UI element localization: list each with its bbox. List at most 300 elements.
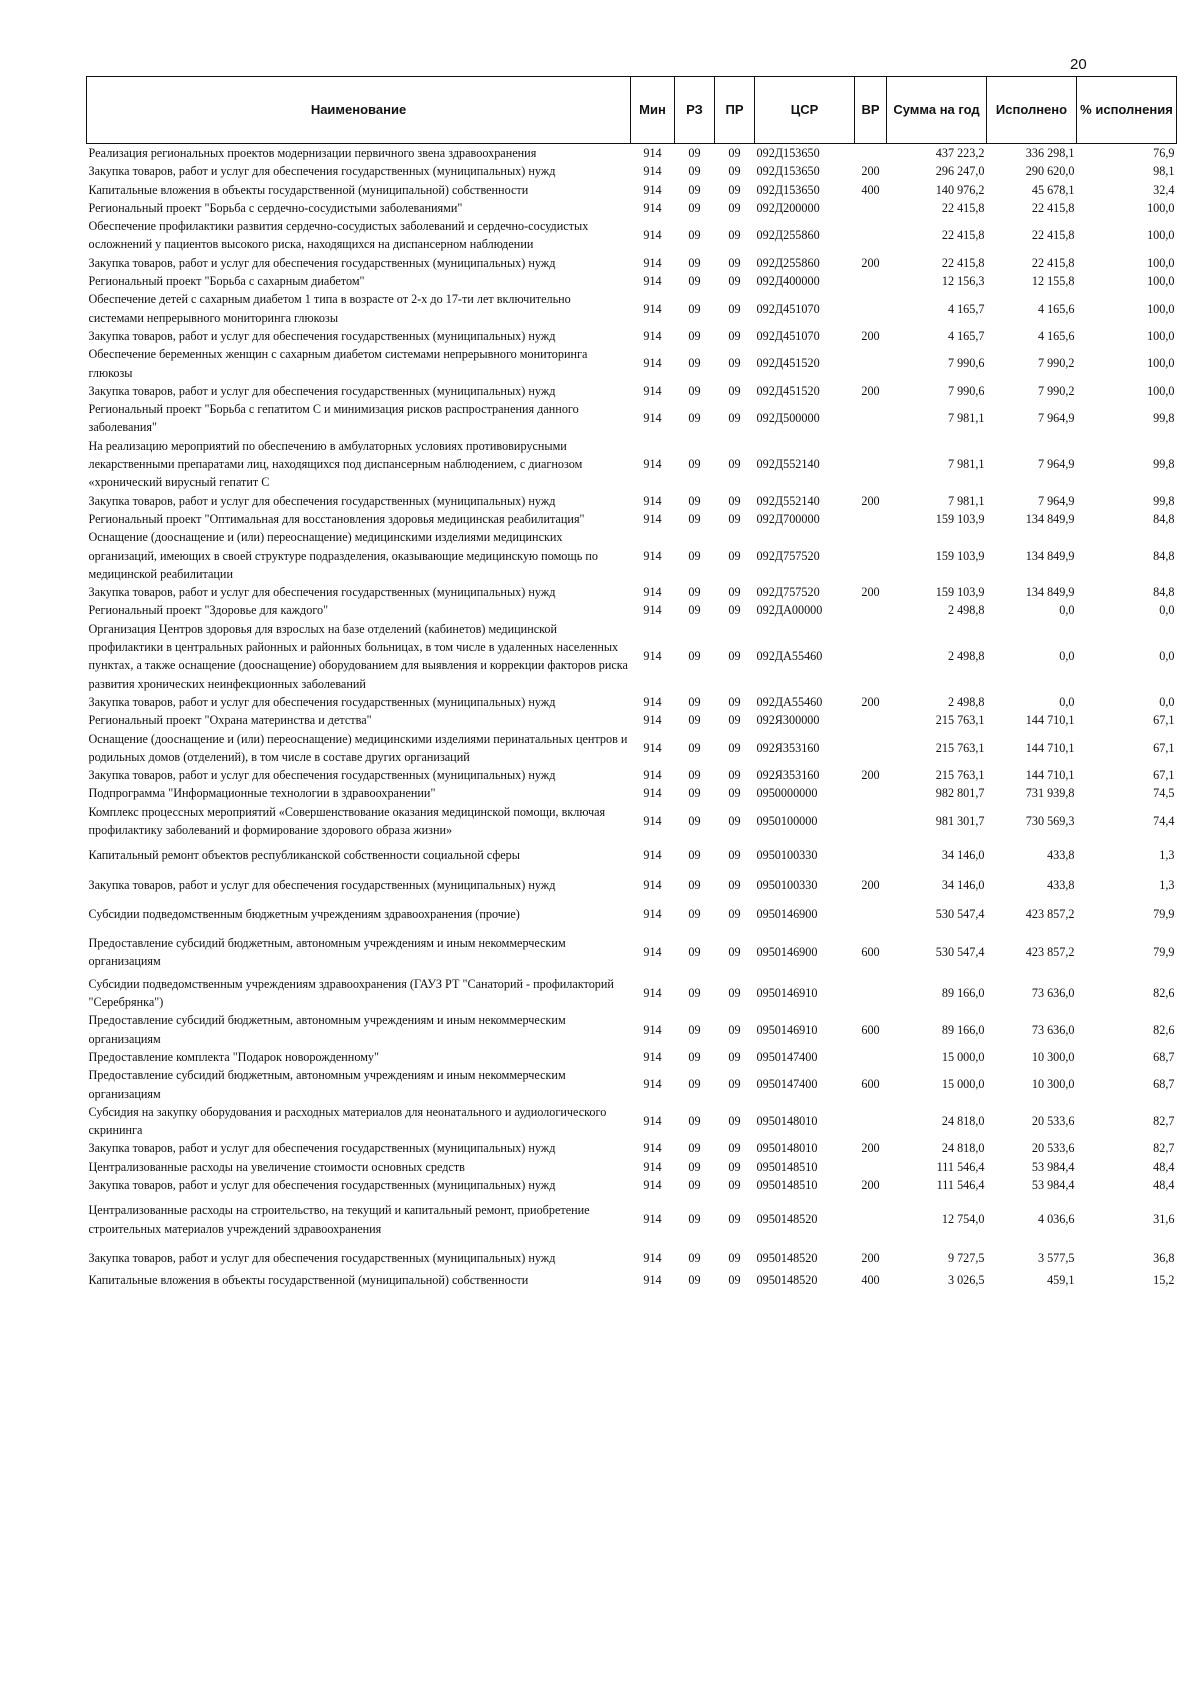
table-row: [87, 930, 1177, 975]
row-done: 7 990,2: [1037, 356, 1075, 371]
row-rz: 09: [688, 813, 701, 828]
row-csr: 0950147400: [756, 1049, 818, 1064]
row-name: Комплекс процессных мероприятий «Совершенствование оказания медицинской помощи, включая профилактику заболеваний и формирование здорового образа жизни»: [88, 804, 606, 837]
row-pr: 09: [728, 1113, 741, 1128]
row-pct: 74,5: [1153, 786, 1175, 801]
row-rz: 09: [688, 1178, 701, 1193]
row-name: Региональный проект "Оптимальная для восстановления здоровья медицинская реабилитация": [88, 511, 585, 526]
row-pct: 0,0: [1159, 603, 1175, 618]
row-vr: 400: [861, 182, 880, 197]
table-row: [87, 872, 1177, 898]
row-csr: 092Д153650: [756, 182, 820, 197]
table-row: [87, 290, 1177, 327]
table-row: [87, 1011, 1177, 1048]
row-pr: 09: [728, 945, 741, 960]
row-csr: 092Д400000: [756, 274, 820, 289]
row-pr: 09: [728, 493, 741, 508]
table-row: [87, 766, 1177, 784]
row-pct: 84,8: [1153, 585, 1175, 600]
row-vr: [855, 601, 887, 619]
row-csr: 092ДА55460: [756, 649, 823, 664]
table-row: [87, 583, 1177, 601]
row-name: Капитальные вложения в объекты государственной (муниципальной) собственности: [88, 182, 529, 197]
row-done: 134 849,9: [1025, 511, 1075, 526]
row-vr: [855, 400, 887, 437]
row-sum: 140 976,2: [935, 182, 985, 197]
row-rz: 09: [688, 768, 701, 783]
table-row: [87, 345, 1177, 382]
row-csr: 092Я353160: [756, 768, 820, 783]
row-csr: 0950148010: [756, 1113, 818, 1128]
row-vr: [855, 803, 887, 840]
row-done: 134 849,9: [1025, 585, 1075, 600]
row-pct: 1,3: [1159, 848, 1175, 863]
row-vr: [855, 528, 887, 583]
row-done: 459,1: [1047, 1273, 1075, 1288]
row-pr: 09: [728, 1273, 741, 1288]
row-vr: 400: [861, 1273, 880, 1288]
row-rz: 09: [688, 848, 701, 863]
header-done: Исполнено: [987, 77, 1077, 144]
table-row: [87, 693, 1177, 711]
row-done: 7 964,9: [1037, 457, 1075, 472]
row-pct: 99,8: [1153, 457, 1175, 472]
row-vr: [855, 144, 887, 163]
row-done: 144 710,1: [1025, 713, 1075, 728]
row-name: Региональный проект "Здоровье для каждого": [88, 603, 329, 618]
row-pr: 09: [728, 164, 741, 179]
row-done: 134 849,9: [1025, 548, 1075, 563]
row-done: 4 165,6: [1037, 328, 1075, 343]
row-sum: 2 498,8: [947, 603, 985, 618]
row-pr: 09: [728, 813, 741, 828]
row-done: 53 984,4: [1031, 1178, 1075, 1193]
row-rz: 09: [688, 649, 701, 664]
row-csr: 0950100000: [756, 813, 818, 828]
row-sum: 111 546,4: [936, 1178, 985, 1193]
row-csr: 0950148010: [756, 1141, 818, 1156]
table-row: [87, 272, 1177, 290]
row-pct: 32,4: [1153, 182, 1175, 197]
table-row: [87, 898, 1177, 930]
row-sum: 159 103,9: [935, 511, 985, 526]
row-pr: 09: [728, 411, 741, 426]
row-vr: 600: [861, 1022, 880, 1037]
row-pct: 100,0: [1147, 301, 1175, 316]
row-rz: 09: [688, 945, 701, 960]
row-vr: [855, 839, 887, 871]
table-row: [87, 510, 1177, 528]
row-name: Предоставление комплекта "Подарок новорожденному": [88, 1049, 379, 1064]
row-name: Капитальный ремонт объектов республиканской собственности социальной сферы: [88, 848, 520, 863]
row-csr: 0950100330: [756, 848, 818, 863]
row-pct: 99,8: [1153, 411, 1175, 426]
row-sum: 22 415,8: [941, 255, 985, 270]
row-vr: 200: [861, 768, 880, 783]
row-pr: 09: [728, 1250, 741, 1265]
row-pr: 09: [728, 1049, 741, 1064]
row-pr: 09: [728, 274, 741, 289]
row-pct: 99,8: [1153, 493, 1175, 508]
row-vr: [855, 290, 887, 327]
row-rz: 09: [688, 511, 701, 526]
row-done: 12 155,8: [1031, 274, 1075, 289]
row-min: 914: [643, 985, 662, 1000]
row-min: 914: [643, 146, 662, 160]
row-name: Субсидии подведомственным учреждениям здравоохранения (ГАУЗ РТ "Санаторий - профилакторий "Серебрянка"): [88, 976, 614, 1010]
row-pct: 100,0: [1147, 255, 1175, 270]
row-min: 914: [643, 1250, 662, 1265]
row-min: 914: [643, 255, 662, 270]
row-done: 0,0: [1059, 694, 1075, 709]
row-csr: 092Д255860: [756, 255, 820, 270]
row-min: 914: [643, 457, 662, 472]
table-header-row: [87, 77, 1177, 144]
row-pr: 09: [728, 255, 741, 270]
row-done: 10 300,0: [1031, 1049, 1075, 1064]
row-name: Оснащение (дооснащение и (или) переоснащение) медицинскими изделиями медицинских организаций, имеющих в своей структуре подразделения, оказывающие медицинскую помощь по медицинской реабилитации: [88, 530, 598, 581]
row-pct: 100,0: [1147, 383, 1175, 398]
row-rz: 09: [688, 585, 701, 600]
row-min: 914: [643, 1077, 662, 1092]
row-min: 914: [643, 200, 662, 215]
row-rz: 09: [688, 1022, 701, 1037]
row-name: Региональный проект "Борьба с сердечно-сосудистыми заболеваниями": [88, 200, 463, 215]
table-row: [87, 620, 1177, 693]
row-min: 914: [643, 603, 662, 618]
row-csr: 092Д700000: [756, 511, 820, 526]
row-pct: 48,4: [1153, 1178, 1175, 1193]
row-min: 914: [643, 1049, 662, 1064]
row-name: Закупка товаров, работ и услуг для обеспечения государственных (муниципальных) нужд: [88, 1141, 556, 1156]
header-pct: % исполнения: [1077, 77, 1177, 144]
row-vr: [855, 437, 887, 492]
row-min: 914: [643, 383, 662, 398]
row-done: 336 298,1: [1025, 146, 1075, 160]
row-pr: 09: [728, 1212, 741, 1227]
row-rz: 09: [688, 146, 701, 160]
row-rz: 09: [688, 1273, 701, 1288]
row-done: 45 678,1: [1031, 182, 1075, 197]
table-row: [87, 711, 1177, 729]
row-min: 914: [643, 328, 662, 343]
row-name: Организация Центров здоровья для взрослых на базе отделений (кабинетов) медицинской профилактики в центральных районных и районных больницах, в том числе в удаленных населенных пунктах, а также оснащение (дооснащение) оборудованием для выявления и коррекции факторов риска развития хронических неинфекционных заболеваний: [88, 621, 628, 691]
row-pct: 100,0: [1147, 356, 1175, 371]
row-name: Капитальные вложения в объекты государственной (муниципальной) собственности: [88, 1273, 529, 1288]
row-min: 914: [643, 813, 662, 828]
row-min: 914: [643, 164, 662, 179]
header-pr: ПР: [715, 77, 755, 144]
row-rz: 09: [688, 694, 701, 709]
header-sum: Сумма на год: [887, 77, 987, 144]
row-done: 290 620,0: [1025, 164, 1075, 179]
row-min: 914: [643, 1141, 662, 1156]
row-csr: 0950146900: [756, 945, 818, 960]
table-row: [87, 1066, 1177, 1103]
row-vr: [855, 1194, 887, 1245]
row-pct: 84,8: [1153, 548, 1175, 563]
table-row: [87, 1103, 1177, 1140]
row-name: Обеспечение детей с сахарным диабетом 1 типа в возрасте от 2-х до 17-ти лет включительно системами непрерывного мониторинга глюкозы: [88, 292, 571, 325]
row-sum: 9 727,5: [947, 1250, 985, 1265]
row-vr: [855, 784, 887, 802]
table-row: [87, 730, 1177, 767]
row-pr: 09: [728, 1178, 741, 1193]
row-min: 914: [643, 493, 662, 508]
row-name: Закупка товаров, работ и услуг для обеспечения государственных (муниципальных) нужд: [88, 255, 556, 270]
row-rz: 09: [688, 548, 701, 563]
row-min: 914: [643, 786, 662, 801]
row-csr: 0950148520: [756, 1273, 818, 1288]
header-csr: ЦСР: [755, 77, 855, 144]
row-rz: 09: [688, 1141, 701, 1156]
row-sum: 7 981,1: [947, 411, 985, 426]
row-sum: 159 103,9: [935, 585, 985, 600]
row-rz: 09: [688, 383, 701, 398]
row-sum: 34 146,0: [941, 877, 985, 892]
row-pct: 82,6: [1153, 985, 1175, 1000]
row-csr: 092Д500000: [756, 411, 820, 426]
row-pct: 82,7: [1153, 1113, 1175, 1128]
row-rz: 09: [688, 713, 701, 728]
row-csr: 092Д200000: [756, 200, 820, 215]
header-rz: РЗ: [675, 77, 715, 144]
row-rz: 09: [688, 786, 701, 801]
row-pr: 09: [728, 146, 741, 160]
row-csr: 092Я353160: [756, 740, 820, 755]
row-rz: 09: [688, 493, 701, 508]
row-done: 53 984,4: [1031, 1159, 1075, 1174]
row-pr: 09: [728, 511, 741, 526]
row-csr: 092Д153650: [756, 164, 820, 179]
table-row: [87, 784, 1177, 802]
row-sum: 111 546,4: [936, 1159, 985, 1174]
row-vr: 200: [861, 328, 880, 343]
row-sum: 4 165,7: [947, 328, 985, 343]
row-pct: 0,0: [1159, 694, 1175, 709]
row-pr: 09: [728, 768, 741, 783]
row-min: 914: [643, 274, 662, 289]
row-pct: 68,7: [1153, 1049, 1175, 1064]
row-rz: 09: [688, 200, 701, 215]
row-done: 0,0: [1059, 603, 1075, 618]
row-vr: 200: [861, 877, 880, 892]
row-sum: 215 763,1: [935, 768, 985, 783]
row-rz: 09: [688, 274, 701, 289]
row-done: 423 857,2: [1025, 945, 1075, 960]
row-rz: 09: [688, 1077, 701, 1092]
row-csr: 0950000000: [756, 786, 818, 801]
row-rz: 09: [688, 1159, 701, 1174]
row-pr: 09: [728, 585, 741, 600]
row-done: 7 964,9: [1037, 411, 1075, 426]
row-sum: 24 818,0: [941, 1141, 985, 1156]
row-pr: 09: [728, 694, 741, 709]
row-sum: 159 103,9: [935, 548, 985, 563]
row-done: 731 939,8: [1025, 786, 1075, 801]
row-name: Закупка товаров, работ и услуг для обеспечения государственных (муниципальных) нужд: [88, 1178, 556, 1193]
row-name: Закупка товаров, работ и услуг для обеспечения государственных (муниципальных) нужд: [88, 585, 556, 600]
row-done: 73 636,0: [1031, 1022, 1075, 1037]
row-pct: 79,9: [1153, 906, 1175, 921]
row-min: 914: [643, 301, 662, 316]
table-row: [87, 975, 1177, 1012]
row-pr: 09: [728, 182, 741, 197]
row-vr: [855, 1048, 887, 1066]
table-body: [87, 144, 1177, 1290]
row-pct: 79,9: [1153, 945, 1175, 960]
row-name: Предоставление субсидий бюджетным, автономным учреждениям и иным некоммерческим организациям: [88, 1013, 566, 1046]
row-vr: 200: [861, 164, 880, 179]
row-sum: 12 754,0: [941, 1212, 985, 1227]
row-vr: [855, 510, 887, 528]
row-name: Закупка товаров, работ и услуг для обеспечения государственных (муниципальных) нужд: [88, 383, 556, 398]
row-sum: 7 990,6: [947, 383, 985, 398]
row-rz: 09: [688, 164, 701, 179]
row-vr: [855, 345, 887, 382]
row-csr: 092Д451520: [756, 356, 820, 371]
header-name: Наименование: [87, 77, 631, 144]
row-sum: 530 547,4: [935, 906, 985, 921]
row-name: На реализацию мероприятий по обеспечению в амбулаторных условиях противовирусными лекарственными препаратами лиц, находящихся под диспансерным наблюдением, с диагнозом «хронический вирусный гепатит С: [88, 438, 583, 490]
row-vr: 600: [861, 945, 880, 960]
row-min: 914: [643, 548, 662, 563]
table-row: [87, 327, 1177, 345]
row-done: 4 036,6: [1037, 1212, 1075, 1227]
table-row: [87, 254, 1177, 272]
row-rz: 09: [688, 1049, 701, 1064]
row-pct: 76,9: [1153, 146, 1175, 160]
row-csr: 092Д451070: [756, 328, 820, 343]
row-pct: 100,0: [1147, 228, 1175, 243]
header-vr: ВР: [855, 77, 887, 144]
row-csr: 0950146910: [756, 1022, 818, 1037]
row-pct: 67,1: [1153, 768, 1175, 783]
row-sum: 3 026,5: [947, 1273, 985, 1288]
row-pct: 36,8: [1153, 1250, 1175, 1265]
row-min: 914: [643, 1273, 662, 1288]
table-row: [87, 601, 1177, 619]
row-csr: 0950100330: [756, 877, 818, 892]
row-csr: 092Д451070: [756, 301, 820, 316]
row-done: 144 710,1: [1025, 740, 1075, 755]
row-done: 20 533,6: [1031, 1141, 1075, 1156]
row-name: Закупка товаров, работ и услуг для обеспечения государственных (муниципальных) нужд: [88, 1250, 556, 1265]
row-pr: 09: [728, 786, 741, 801]
row-name: Предоставление субсидий бюджетным, автономным учреждениям и иным некоммерческим организациям: [88, 936, 566, 969]
row-name: Обеспечение профилактики развития сердечно-сосудистых заболеваний и сердечно-сосудистых осложнений у пациентов высокого риска, находящихся на диспансерном наблюдении: [88, 219, 589, 252]
table-row: [87, 1245, 1177, 1271]
row-vr: [855, 730, 887, 767]
row-min: 914: [643, 356, 662, 371]
row-sum: 22 415,8: [941, 228, 985, 243]
table-row: [87, 1048, 1177, 1066]
row-pr: 09: [728, 985, 741, 1000]
row-pr: 09: [728, 603, 741, 618]
table-row: [87, 839, 1177, 871]
row-vr: 200: [861, 585, 880, 600]
row-min: 914: [643, 1022, 662, 1037]
row-done: 7 964,9: [1037, 493, 1075, 508]
row-sum: 982 801,7: [935, 786, 985, 801]
row-sum: 89 166,0: [941, 1022, 985, 1037]
row-min: 914: [643, 877, 662, 892]
row-vr: 200: [861, 383, 880, 398]
row-name: Обеспечение беременных женщин с сахарным диабетом системами непрерывного мониторинга глюкозы: [88, 347, 588, 380]
row-vr: [855, 1103, 887, 1140]
row-pr: 09: [728, 877, 741, 892]
row-sum: 437 223,2: [935, 146, 985, 160]
row-pct: 74,4: [1153, 813, 1175, 828]
row-csr: 0950147400: [756, 1077, 818, 1092]
row-done: 433,8: [1047, 877, 1075, 892]
row-min: 914: [643, 1212, 662, 1227]
table-row: [87, 144, 1177, 163]
row-name: Региональный проект "Охрана материнства и детства": [88, 713, 372, 728]
row-sum: 215 763,1: [935, 713, 985, 728]
row-min: 914: [643, 649, 662, 664]
row-name: Закупка товаров, работ и услуг для обеспечения государственных (муниципальных) нужд: [88, 694, 556, 709]
row-pr: 09: [728, 356, 741, 371]
row-done: 20 533,6: [1031, 1113, 1075, 1128]
row-sum: 2 498,8: [947, 649, 985, 664]
row-done: 433,8: [1047, 848, 1075, 863]
row-rz: 09: [688, 228, 701, 243]
row-csr: 092Д153650: [756, 146, 820, 160]
row-done: 73 636,0: [1031, 985, 1075, 1000]
budget-table: [86, 76, 1177, 1290]
table-row: [87, 437, 1177, 492]
row-pct: 0,0: [1159, 649, 1175, 664]
row-sum: 34 146,0: [941, 848, 985, 863]
row-min: 914: [643, 768, 662, 783]
row-done: 22 415,8: [1031, 200, 1075, 215]
row-done: 10 300,0: [1031, 1077, 1075, 1092]
row-pr: 09: [728, 457, 741, 472]
row-pr: 09: [728, 740, 741, 755]
row-done: 22 415,8: [1031, 255, 1075, 270]
row-min: 914: [643, 694, 662, 709]
row-vr: [855, 975, 887, 1012]
table-row: [87, 1139, 1177, 1157]
row-done: 3 577,5: [1037, 1250, 1075, 1265]
row-csr: 092Д451520: [756, 383, 820, 398]
row-pct: 48,4: [1153, 1159, 1175, 1174]
row-pr: 09: [728, 301, 741, 316]
row-pr: 09: [728, 713, 741, 728]
row-vr: [855, 199, 887, 217]
row-rz: 09: [688, 1250, 701, 1265]
row-pr: 09: [728, 228, 741, 243]
row-sum: 89 166,0: [941, 985, 985, 1000]
row-vr: [855, 711, 887, 729]
row-min: 914: [643, 511, 662, 526]
table-row: [87, 400, 1177, 437]
row-rz: 09: [688, 906, 701, 921]
table-row: [87, 1158, 1177, 1176]
table-row: [87, 1176, 1177, 1194]
row-done: 7 990,2: [1037, 383, 1075, 398]
row-pr: 09: [728, 1159, 741, 1174]
row-csr: 0950148510: [756, 1159, 818, 1174]
row-rz: 09: [688, 255, 701, 270]
row-name: Централизованные расходы на увеличение стоимости основных средств: [88, 1159, 465, 1174]
row-vr: 200: [861, 1250, 880, 1265]
row-pct: 98,1: [1153, 164, 1175, 179]
table-row: [87, 1271, 1177, 1289]
table-row: [87, 803, 1177, 840]
table-row: [87, 162, 1177, 180]
